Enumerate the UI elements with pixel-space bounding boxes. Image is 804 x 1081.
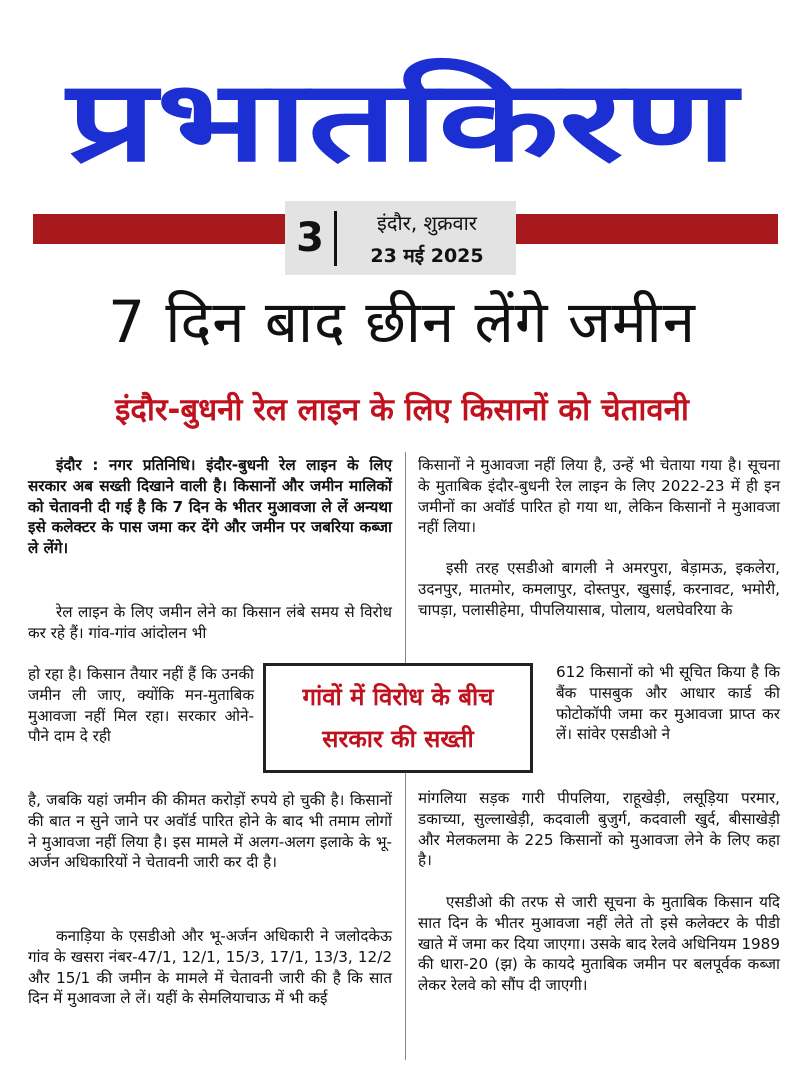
edition-city-day: इंदौर, शुक्रवार [377, 211, 477, 235]
page-number: 3 [296, 215, 324, 261]
edition-bar-right [516, 214, 778, 244]
headline: 7 दिन बाद छीन लेंगे जमीन [108, 288, 696, 356]
right-paragraph-1: किसानों ने मुआवजा नहीं लिया है, उन्हें भी चेताया गया है। सूचना के मुताबिक इंदौर-बुधनी रेल लाइन के लिए 2022-23 में ही इन जमीनों का अवॉर्ड पारित हो गया था, लेकिन किसानों ने मुआवजा नहीं लिया। [418, 456, 780, 537]
left-paragraph-3: कनाड़िया के एसडीओ और भू-अर्जन अधिकारी ने जलोदकेऊ गांव के खसरा नंबर-47/1, 12/1, 15/3, 17/1, 13/3, 12/2 और 15/1 की जमीन के मामले में चेतावनी जारी की है कि सात दिन में मुआवजा ले लें। यहीं के सेमलियाचाऊ में भी कई [28, 927, 392, 1008]
pull-quote-line-1: गांवों में विरोध के बीच [302, 683, 494, 711]
newspaper-logo [0, 42, 804, 192]
left-paragraph-2a: रेल लाइन के लिए जमीन लेने का किसान लंबे समय से विरोध कर रहे हैं। गांव-गांव आंदोलन भी [28, 603, 392, 642]
left-paragraph-2b: हो रहा है। किसान तैयार नहीं हैं कि उनकी जमीन ली जाए, क्योंकि मन-मुताबिक मुआवजा नहीं मिल रहा। सरकार ओने-पौने दाम दे रही [28, 665, 254, 746]
edition-bar-left [33, 214, 285, 244]
left-paragraph-2c: है, जबकि यहां जमीन की कीमत करोड़ों रुपये हो चुकी है। किसानों की बात न सुने जाने पर अवॉर्ड पारित होने के बाद भी तमाम लोगों ने मुआवजा नहीं लिया है। इस मामले में अलग-अलग इलाके के भू-अर्जन अधिकारियों ने चेतावनी जारी कर दी है। [28, 791, 392, 872]
masthead-title: प्रभातकिरण [64, 57, 743, 187]
pull-quote-line-2: सरकार की सख्ती [322, 725, 474, 753]
edition-date: 23 मई 2025 [370, 245, 484, 267]
pull-quote-box [263, 663, 533, 773]
right-paragraph-2c: मांगलिया सड़क गारी पीपलिया, राहूखेड़ी, लसूड़िया परमार, डकाच्या, सुल्लाखेड़ी, कदवाली बुजुर्ग, कदवाली खुर्द, बीसाखेड़ी और मेलकलमा के 225 किसानों को मुआवजा लेने के लिए कहा है। [418, 789, 780, 870]
edition-box [285, 201, 516, 275]
right-paragraph-3: एसडीओ की तरफ से जारी सूचना के मुताबिक किसान यदि सात दिन के भीतर मुआवजा नहीं लेते तो इसे कलेक्टर के पीडी खाते में जमा कर दिया जाएगा। उसके बाद रेलवे अधिनियम 1989 की धारा-20 (झ) के कायदे मुताबिक जमीन पर बलपूर्वक कब्जा लेकर रेलवे को सौंप दी जाएगी। [418, 893, 780, 995]
right-paragraph-2b: 612 किसानों को भी सूचित किया है कि बैंक पासबुक और आधार कार्ड की फोटोकॉपी जमा कर मुआवजा प्राप्त कर लें। सांवेर एसडीओ ने [556, 663, 780, 744]
right-paragraph-2a: इसी तरह एसडीओ बागली ने अमरपुरा, बेड़ामऊ, इकलेरा, उदनपुर, मातमोर, कमलापुर, दोस्तपुर, खुसाई, करनावट, भमोरी, चापड़ा, पलासीहेमा, पीपलियासाब, पोलाय, थलघेवरिया के [418, 559, 780, 619]
lead-paragraph: इंदौर : नगर प्रतिनिधि। इंदौर-बुधनी रेल लाइन के लिए सरकार अब सख्ती दिखाने वाली है। किसानों और जमीन मालिकों को चेतावनी दी गई है कि 7 दिन के भीतर मुआवजा ले लें अन्यथा इसे कलेक्टर के पास जमा कर देंगे और जमीन पर जबरिया कब्जा ले लेंगे। [28, 456, 392, 558]
edition-divider [334, 211, 337, 266]
subheadline: इंदौर-बुधनी रेल लाइन के लिए किसानों को चेतावनी [115, 392, 689, 428]
